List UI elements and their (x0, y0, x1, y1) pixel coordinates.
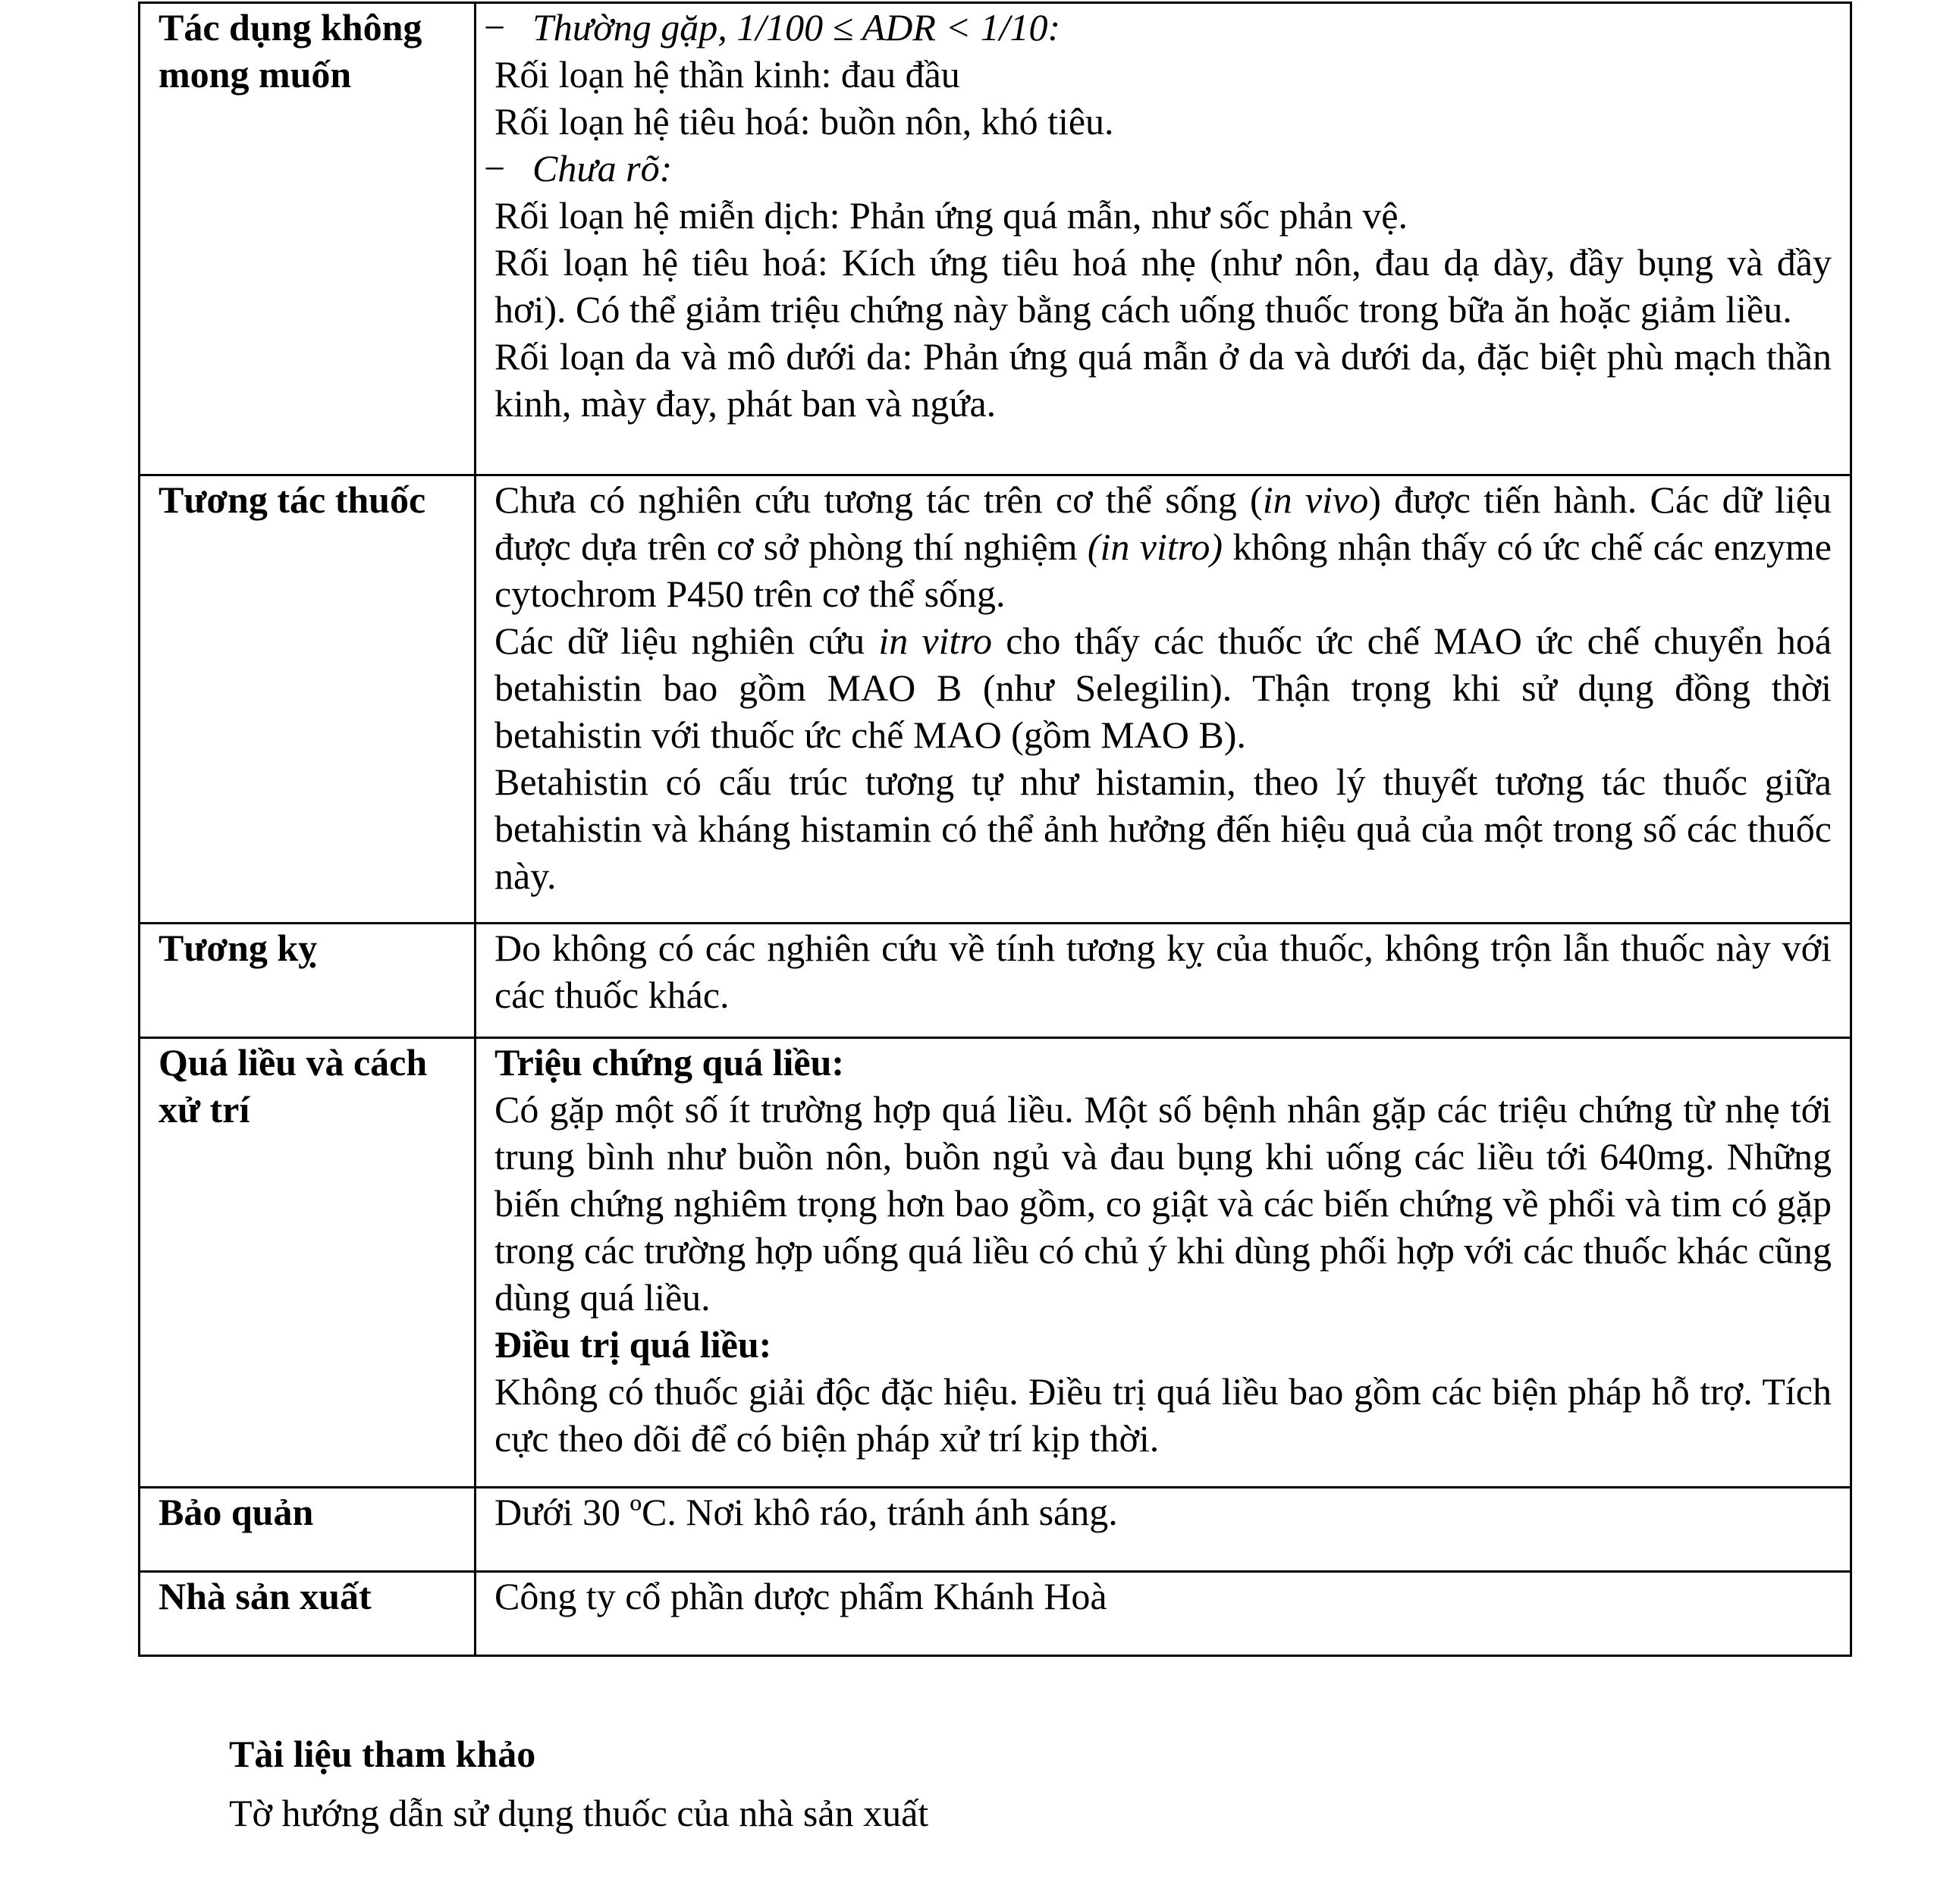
overdose-symptoms-heading: Triệu chứng quá liều: (494, 1041, 845, 1084)
references-heading: Tài liệu tham khảo (229, 1733, 536, 1775)
common-heading-line (484, 4, 1832, 51)
unknown-item: Rối loạn da và mô dưới da: Phản ứng quá mẫn ở da và dưới da, đặc biệt phù mạch thần kinh, mày đay, phát ban và ngứa. (494, 335, 1832, 425)
table-row-adverse-effects (140, 3, 1851, 475)
unknown-item: Rối loạn hệ tiêu hoá: Kích ứng tiêu hoá nhẹ (như nôn, đau dạ dày, đầy bụng và đầy hơi). Có thể giảm triệu chứng này bằng cách uống thuốc trong bữa ăn hoặc giảm liều. (494, 241, 1832, 331)
overdose-treatment-heading: Điều trị quá liều: (494, 1323, 772, 1366)
table-row-storage (140, 1488, 1851, 1572)
interaction-paragraph-2: Các dữ liệu nghiên cứu in vitro cho thấy các thuốc ức chế MAO ức chế chuyển hoá betahistin bao gồm MAO B (như Selegilin). Thận trọng khi sử dụng đồng thời betahistin với thuốc ức chế MAO (gồm MAO B). (494, 620, 1832, 756)
row-label-drug-interactions: Tương tác thuốc (140, 475, 476, 924)
drug-info-table (138, 2, 1852, 1657)
unknown-heading: Chưa rõ: (532, 147, 673, 190)
table-row-manufacturer (140, 1572, 1851, 1656)
table-row-overdose (140, 1038, 1851, 1488)
table-row-drug-interactions (140, 475, 1851, 924)
row-label-incompatibility: Tương kỵ (140, 924, 476, 1038)
overdose-content (476, 1038, 1851, 1488)
dash-marker: − (484, 147, 506, 190)
interaction-paragraph-1: Chưa có nghiên cứu tương tác trên cơ thể sống (in vivo) được tiến hành. Các dữ liệu được dựa trên cơ sở phòng thí nghiệm (in vitro) không nhận thấy có ức chế các enzyme cytochrom P450 trên cơ thể sống. (494, 478, 1832, 615)
overdose-treatment-text: Không có thuốc giải độc đặc hiệu. Điều trị quá liều bao gồm các biện pháp hỗ trợ. Tích cực theo dõi để có biện pháp xử trí kịp thời. (494, 1370, 1832, 1460)
unknown-heading-line (484, 145, 1832, 192)
incompatibility-text: Do không có các nghiên cứu về tính tương kỵ của thuốc, không trộn lẫn thuốc này với các thuốc khác. (494, 927, 1832, 1016)
row-label-storage: Bảo quản (140, 1488, 476, 1572)
row-label-adverse-effects: Tác dụng không mong muốn (140, 3, 476, 475)
references-text: Tờ hướng dẫn sử dụng thuốc của nhà sản xuất (229, 1792, 929, 1834)
manufacturer-text: Công ty cổ phần dược phẩm Khánh Hoà (476, 1572, 1851, 1656)
adverse-effects-content (476, 3, 1851, 475)
overdose-symptoms-text: Có gặp một số ít trường hợp quá liều. Một số bệnh nhân gặp các triệu chứng từ nhẹ tới trung bình như buồn nôn, buồn ngủ và đau bụng khi uống các liều tới 640mg. Những biến chứng nghiêm trọng hơn bao gồm, co giật và các biến chứng về phổi và tim có gặp trong các trường hợp uống quá liều có chủ ý khi dùng phối hợp với các thuốc khác cũng dùng quá liều. (494, 1088, 1832, 1319)
row-label-manufacturer: Nhà sản xuất (140, 1572, 476, 1656)
table-row-incompatibility (140, 924, 1851, 1038)
common-item: Rối loạn hệ tiêu hoá: buồn nôn, khó tiêu. (494, 100, 1114, 143)
dash-marker: − (484, 6, 506, 49)
incompatibility-content (476, 924, 1851, 1038)
drug-interactions-content (476, 475, 1851, 924)
common-item: Rối loạn hệ thần kinh: đau đầu (494, 53, 960, 96)
storage-text: Dưới 30 ºC. Nơi khô ráo, tránh ánh sáng. (476, 1488, 1851, 1572)
common-heading: Thường gặp, 1/100 ≤ ADR < 1/10: (532, 6, 1061, 49)
row-label-overdose: Quá liều và cách xử trí (140, 1038, 476, 1488)
unknown-item: Rối loạn hệ miễn dịch: Phản ứng quá mẫn, như sốc phản vệ. (494, 194, 1408, 237)
interaction-paragraph-3: Betahistin có cấu trúc tương tự như histamin, theo lý thuyết tương tác thuốc giữa betahistin và kháng histamin có thể ảnh hưởng đến hiệu quả của một trong số các thuốc này. (494, 761, 1832, 897)
